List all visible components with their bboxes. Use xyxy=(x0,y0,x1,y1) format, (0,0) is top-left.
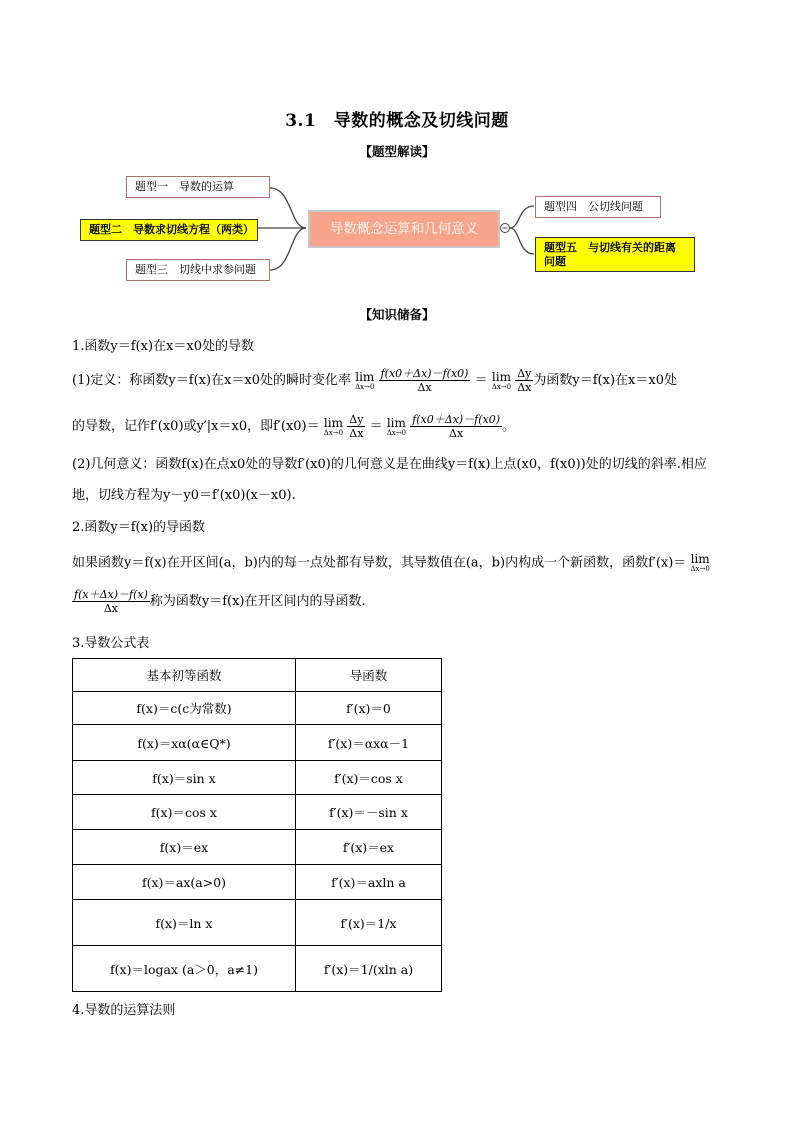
limit-symbol: lim Δx→0 xyxy=(323,415,344,437)
table-row xyxy=(73,830,442,865)
dy-over-dx: $\frac{\Delta y}{\Delta x}$ xyxy=(349,413,364,440)
table-row xyxy=(73,692,442,725)
derivative-formula-table xyxy=(72,658,442,992)
table-cell: f′(x)＝axln a xyxy=(296,865,442,900)
heading-derivative-rules: 4.导数的运算法则 xyxy=(72,1003,176,1018)
mindmap-node-type-3: 题型三 切线中求参问题 xyxy=(126,259,270,281)
definition-end: 为函数y＝f(x)在x＝x0处 xyxy=(533,373,677,388)
heading-derivative-at-point: 1.函数y＝f(x)在x＝x0处的导数 xyxy=(72,339,254,354)
table-cell: f′(x)＝αxα－1 xyxy=(296,725,442,761)
heading-derivative-function: 2.函数y＝f(x)的导函数 xyxy=(72,520,206,535)
section-heading-knowledge: 【知识储备】 xyxy=(359,307,435,322)
geometric-meaning-line-2: 地，切线方程为y－y0＝f′(x0)(x－x0). xyxy=(72,488,296,503)
table-cell: f(x)＝sin x xyxy=(73,761,296,795)
difference-quotient: $\frac{f(x0+\Delta x)-f(x0)}{\Delta x}$ xyxy=(412,413,501,440)
section-heading-question-types: 【题型解读】 xyxy=(359,144,435,159)
table-cell: f′(x)＝－sin x xyxy=(296,795,442,830)
table-row xyxy=(73,946,442,992)
table-header-cell: 导函数 xyxy=(296,659,442,692)
limit-symbol: lim Δx→0 xyxy=(355,369,375,391)
mindmap-center-node: 导数概念运算和几何意义 xyxy=(308,210,500,248)
difference-quotient-general: $\frac{f(x+\Delta x)-f(x)}{\Delta x}$ xyxy=(74,588,148,615)
mindmap-node-type-5: 题型五 与切线有关的距离问题 xyxy=(535,237,695,272)
geometric-meaning-line-1: (2)几何意义：函数f(x)在点x0处的导数f′(x0)的几何意义是在曲线y＝f(x)上点(x0，f(x0))处的切线的斜率.相应 xyxy=(72,457,707,472)
table-cell: f(x)＝ln x xyxy=(73,900,296,946)
table-cell: f(x)＝logax (a＞0，a≠1) xyxy=(73,946,296,992)
table-row xyxy=(73,900,442,946)
table-cell: f(x)＝c(c为常数) xyxy=(73,692,296,725)
table-cell: f(x)＝ax(a>0) xyxy=(73,865,296,900)
table-cell: f′(x)＝ex xyxy=(296,830,442,865)
mindmap-node-type-2: 题型二 导数求切线方程（两类） xyxy=(80,219,258,241)
limit-symbol: lim Δx→0 xyxy=(491,369,512,391)
definition-label: (1)定义：称函数y＝f(x)在x＝x0处的瞬时变化率 xyxy=(72,373,351,388)
table-header-row xyxy=(73,659,442,692)
table-row xyxy=(73,795,442,830)
limit-symbol: lim Δx→0 xyxy=(690,552,710,573)
definition-line-1: (1)定义：称函数y＝f(x)在x＝x0处的瞬时变化率 lim Δx→0 $\frac{f(x0+\Delta x)-f(x0)}{\Delta x}$ ＝ lim Δx→0 $\frac{\Delta y}{\Delta x}$ 为函数y＝f(x)在x＝x0处 xyxy=(72,367,677,394)
limit-symbol: lim Δx→0 xyxy=(386,415,407,437)
table-cell: f′(x)＝1/(xln a) xyxy=(296,946,442,992)
mindmap-node-type-1: 题型一 导数的运算 xyxy=(126,176,270,198)
dy-over-dx: $\frac{\Delta y}{\Delta x}$ xyxy=(517,367,532,394)
difference-quotient: $\frac{f(x0+\Delta x)-f(x0)}{\Delta x}$ xyxy=(380,367,469,394)
table-row xyxy=(73,761,442,795)
table-row xyxy=(73,865,442,900)
definition-line-2: 的导数，记作f′(x0)或y′|x＝x0，即f′(x0)＝ lim Δx→0 $\frac{\Delta y}{\Delta x}$ ＝ lim Δx→0 $\frac{f(x0+\Delta x)-f(x0)}{\Delta x}$ 。 xyxy=(72,413,516,440)
derivative-function-line-2: $\frac{f(x+\Delta x)-f(x)}{\Delta x}$ 称为函数y＝f(x)在开区间内的导函数. xyxy=(74,588,366,615)
table-header-cell: 基本初等函数 xyxy=(73,659,296,692)
table-cell: f′(x)＝1/x xyxy=(296,900,442,946)
heading-derivative-formulas: 3.导数公式表 xyxy=(72,636,150,651)
table-row xyxy=(73,725,442,761)
table-cell: f(x)＝ex xyxy=(73,830,296,865)
table-cell: f(x)＝cos x xyxy=(73,795,296,830)
table-cell: f(x)＝xα(α∈Q*) xyxy=(73,725,296,761)
page-title: 3.1 导数的概念及切线问题 xyxy=(285,111,509,131)
table-cell: f′(x)＝0 xyxy=(296,692,442,725)
derivative-function-line-1: 如果函数y＝f(x)在开区间(a，b)内的每一点处都有导数，其导数值在(a，b)内构成一个新函数，函数f′(x)＝ lim Δx→0 xyxy=(72,552,710,573)
mindmap-node-type-4: 题型四 公切线问题 xyxy=(535,196,661,218)
table-cell: f′(x)＝cos x xyxy=(296,761,442,795)
